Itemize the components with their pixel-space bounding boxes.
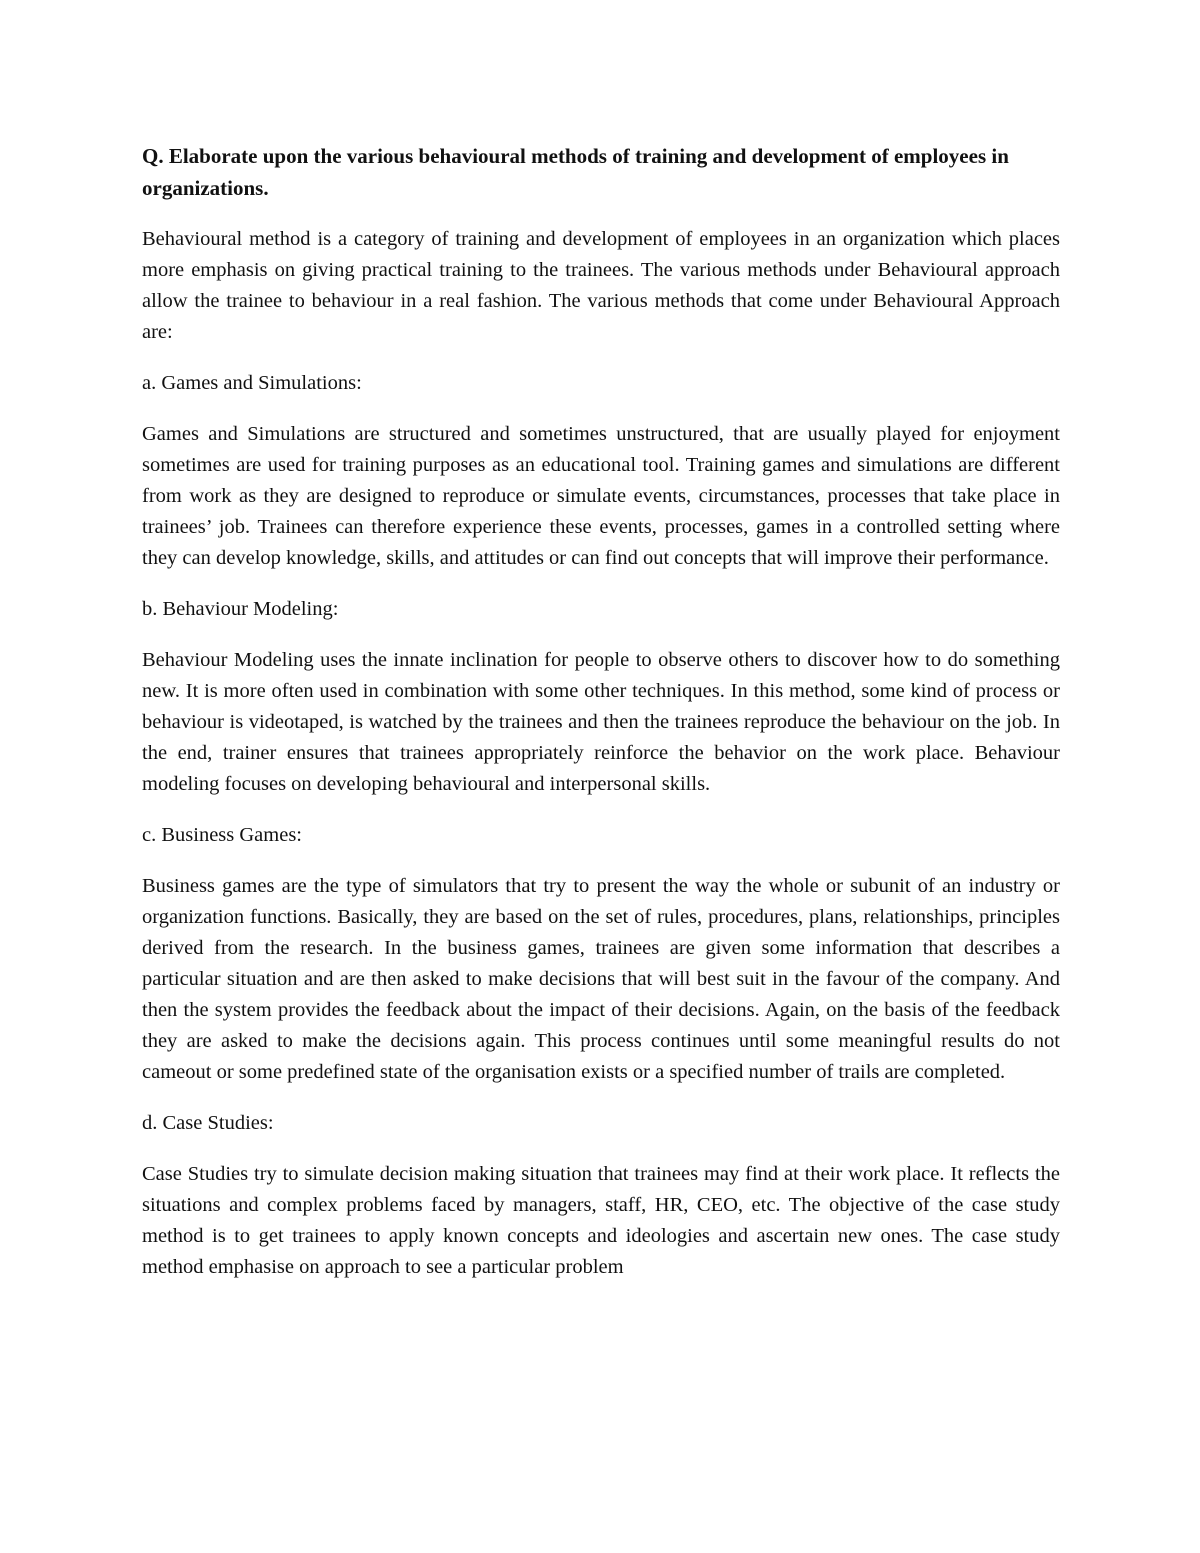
section-body-business-games: Business games are the type of simulators that try to present the way the whole or subunit of an industry or organization functions. Basically, they are based on the set of rules, procedures, plans, relationships, principles derived from the research. In the business games, trainees are given some information that describes a particular situation and are then asked to make decisions that will best suit in the favour of the company. And then the system provides the feedback about the impact of their decisions. Again, on the basis of the feedback they are asked to make the decisions again. This process continues until some meaningful results do not cameout or some predefined state of the organisation exists or a specified number of trails are completed. [142, 875, 1060, 1083]
section-heading-case-studies: d. Case Studies: [142, 1112, 274, 1134]
intro-paragraph: Behavioural method is a category of training and development of employees in an organization which places more emphasis on giving practical training to the trainees. The various methods under Behavioural approach allow the trainee to behaviour in a real fashion. The various methods that come under Behavioural Approach are: [142, 228, 1060, 343]
section-heading-behaviour-modeling: b. Behaviour Modeling: [142, 598, 339, 620]
question-heading: Q. Elaborate upon the various behavioural methods of training and development of employees in organizations. [142, 144, 1009, 200]
section-body-case-studies: Case Studies try to simulate decision making situation that trainees may find at their work place. It reflects the situations and complex problems faced by managers, staff, HR, CEO, etc. The objective of the case study method is to get trainees to apply known concepts and ideologies and ascertain new ones. The case study method emphasise on approach to see a particular problem [142, 1163, 1060, 1278]
section-heading-games-simulations: a. Games and Simulations: [142, 372, 362, 394]
section-heading-business-games: c. Business Games: [142, 824, 302, 846]
section-body-games-simulations: Games and Simulations are structured and sometimes unstructured, that are usually played for enjoyment sometimes are used for training purposes as an educational tool. Training games and simulations are different from work as they are designed to reproduce or simulate events, circumstances, processes that take place in trainees’ job. Trainees can therefore experience these events, processes, games in a controlled setting where they can develop knowledge, skills, and attitudes or can find out concepts that will improve their performance. [142, 423, 1060, 569]
section-body-behaviour-modeling: Behaviour Modeling uses the innate inclination for people to observe others to discover how to do something new. It is more often used in combination with some other techniques. In this method, some kind of process or behaviour is videotaped, is watched by the trainees and then the trainees reproduce the behaviour on the job. In the end, trainer ensures that trainees appropriately reinforce the behavior on the work place. Behaviour modeling focuses on developing behavioural and interpersonal skills. [142, 649, 1060, 795]
document-body [142, 140, 1060, 1283]
